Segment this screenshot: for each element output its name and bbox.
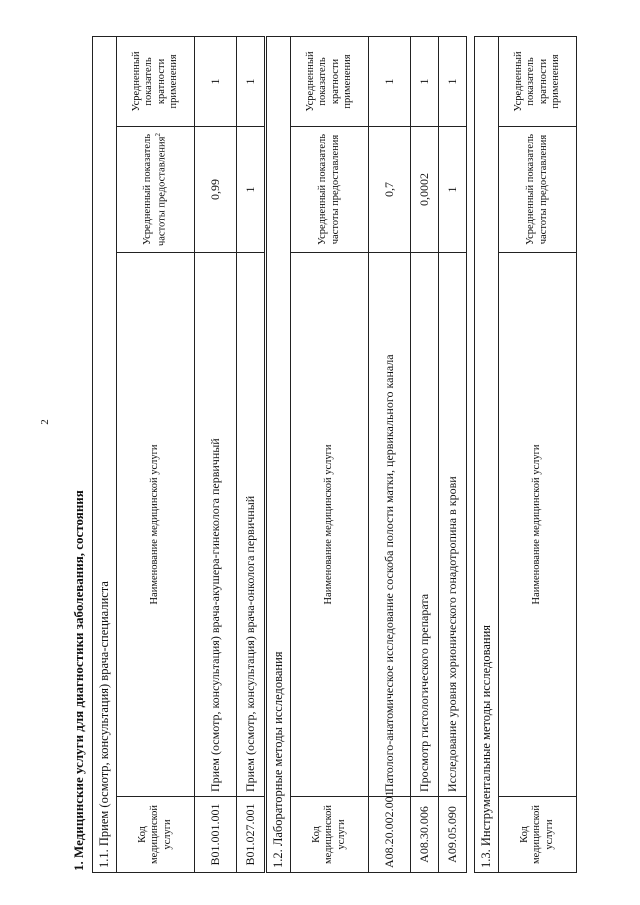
table-instrumental-methods (474, 36, 577, 873)
cell-name: Прием (осмотр, консультация) врача-онколога первичный (237, 253, 265, 797)
cell-multiplicity: 1 (237, 36, 265, 126)
header-multiplicity: Усредненный показатель кратности применения (499, 36, 577, 126)
header-frequency: Усредненный показатель частоты предоставления$^2$ (117, 127, 195, 253)
rotated-page-content (70, 33, 590, 873)
table-lab-methods (266, 36, 467, 873)
cell-frequency: 0,0002 (411, 127, 439, 253)
cell-name: Просмотр гистологического препарата (411, 253, 439, 797)
header-code: Код медицинской услуги (117, 797, 195, 873)
cell-frequency: 0,99 (195, 127, 237, 253)
cell-multiplicity: 1 (411, 36, 439, 126)
cell-code: A08.30.006 (411, 797, 439, 873)
header-name: Наименование медицинской услуги (499, 253, 577, 797)
section-title: 1.2. Лабораторные методы исследования (267, 36, 291, 872)
header-code: Код медицинской услуги (291, 797, 369, 873)
header-frequency: Усредненный показатель частоты предоставления (499, 127, 577, 253)
header-code: Код медицинской услуги (499, 797, 577, 873)
cell-name: Патолого-анатомическое исследование соскоба полости матки, цервикального канала (369, 253, 411, 797)
cell-frequency: 1 (237, 127, 265, 253)
header-multiplicity: Усредненный показатель кратности применения (291, 36, 369, 126)
cell-multiplicity: 1 (439, 36, 467, 126)
header-frequency: Усредненный показатель частоты предоставления (291, 127, 369, 253)
cell-multiplicity: 1 (369, 36, 411, 126)
section-heading: 1. Медицинские услуги для диагностики заболевания, состояния (71, 490, 86, 871)
section-title: 1.3. Инструментальные методы исследования (475, 36, 499, 872)
cell-multiplicity: 1 (195, 36, 237, 126)
header-name: Наименование медицинской услуги (117, 253, 195, 797)
header-multiplicity: Усредненный показатель кратности применения (117, 36, 195, 126)
cell-frequency: 0,7 (369, 127, 411, 253)
cell-name: Исследование уровня хорионического гонадотропина в крови (439, 253, 467, 797)
page-number: 2 (38, 419, 51, 425)
table-consultations (92, 36, 265, 873)
cell-code: A09.05.090 (439, 797, 467, 873)
cell-code: B01.001.001 (195, 797, 237, 873)
cell-code: A08.20.002.001 (369, 797, 411, 873)
header-name: Наименование медицинской услуги (291, 253, 369, 797)
cell-frequency: 1 (439, 127, 467, 253)
section-title: 1.1. Прием (осмотр, консультация) врача-специалиста (93, 36, 117, 872)
cell-name: Прием (осмотр, консультация) врача-акушера-гинеколога первичный (195, 253, 237, 797)
cell-code: B01.027.001 (237, 797, 265, 873)
